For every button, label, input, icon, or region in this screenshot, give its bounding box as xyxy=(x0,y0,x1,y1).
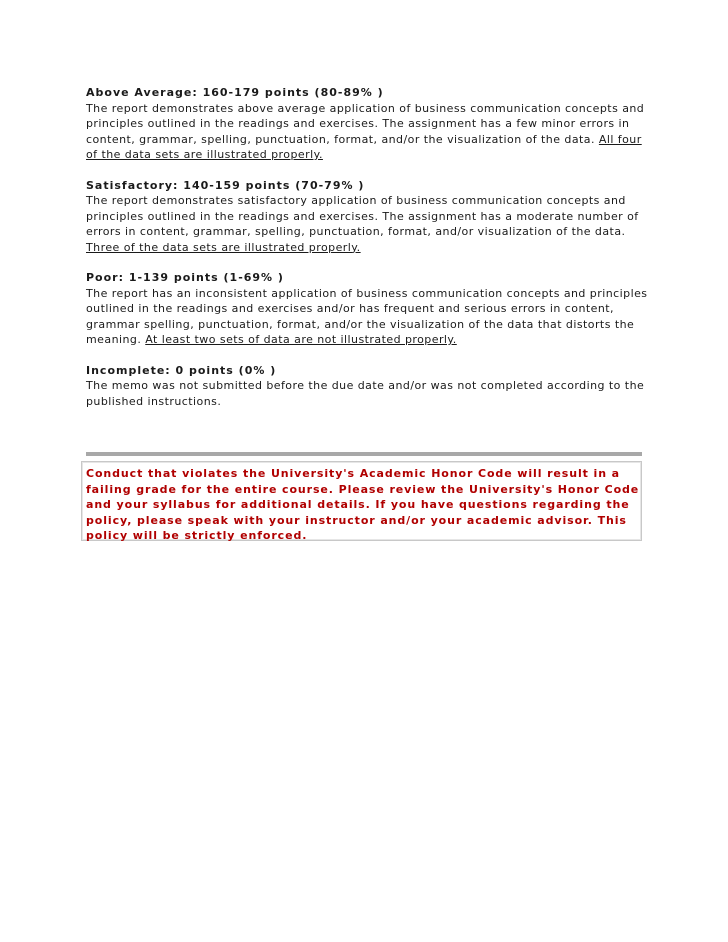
grade-section-incomplete xyxy=(86,363,656,410)
grade-data-requirement: All four of the data sets are illustrated properly. xyxy=(86,132,642,161)
grade-title: Poor: 1-139 points (1-69% ) xyxy=(86,271,284,284)
horizontal-divider xyxy=(86,452,642,456)
grade-title: Incomplete: 0 points (0% ) xyxy=(86,363,277,377)
grade-description: The report demonstrates satisfactory application of business communication concepts and principles outlined in the readings and exercises. The assignment has a moderate number of errors in content, grammar, spelling, punctuation, format, and/or visualization of the data. xyxy=(86,194,639,238)
grade-title: Satisfactory: 140-159 points (70-79% ) xyxy=(86,178,365,192)
grade-data-requirement: Three of the data sets are illustrated properly. xyxy=(86,240,361,254)
grade-description: The report has an inconsistent application of business communication concepts and principles outlined in the readings and exercises and/or has frequent and serious errors in content, grammar spelling, punctuation, format, and/or the visualization of the data that distorts the meaning. xyxy=(86,286,648,346)
honor-code-notice xyxy=(81,461,642,541)
grading-rubric xyxy=(86,85,656,424)
grade-section-poor xyxy=(86,270,656,348)
grade-description: The memo was not submitted before the due date and/or was not completed according to the published instructions. xyxy=(86,379,645,408)
grade-description: The report demonstrates above average application of business communication concepts and principles outlined in the readings and exercises. The assignment has a few minor errors in content, grammar, spelling, punctuation, format, and/or the visualization of the data. xyxy=(86,101,645,146)
grade-title: Above Average: 160-179 points (80-89% ) xyxy=(86,86,384,99)
grade-section-satisfactory xyxy=(86,178,656,256)
grade-section-above-average xyxy=(86,85,656,163)
grade-data-requirement: At least two sets of data are not illustrated properly. xyxy=(145,333,457,346)
honor-code-text: Conduct that violates the University's Academic Honor Code will result in a failing grade for the entire course. Please review the University's Honor Code and your syllabus for additional details. If you have questions regarding the policy, please speak with your instructor and/or your academic advisor. This policy will be strictly enforced. xyxy=(86,467,640,542)
